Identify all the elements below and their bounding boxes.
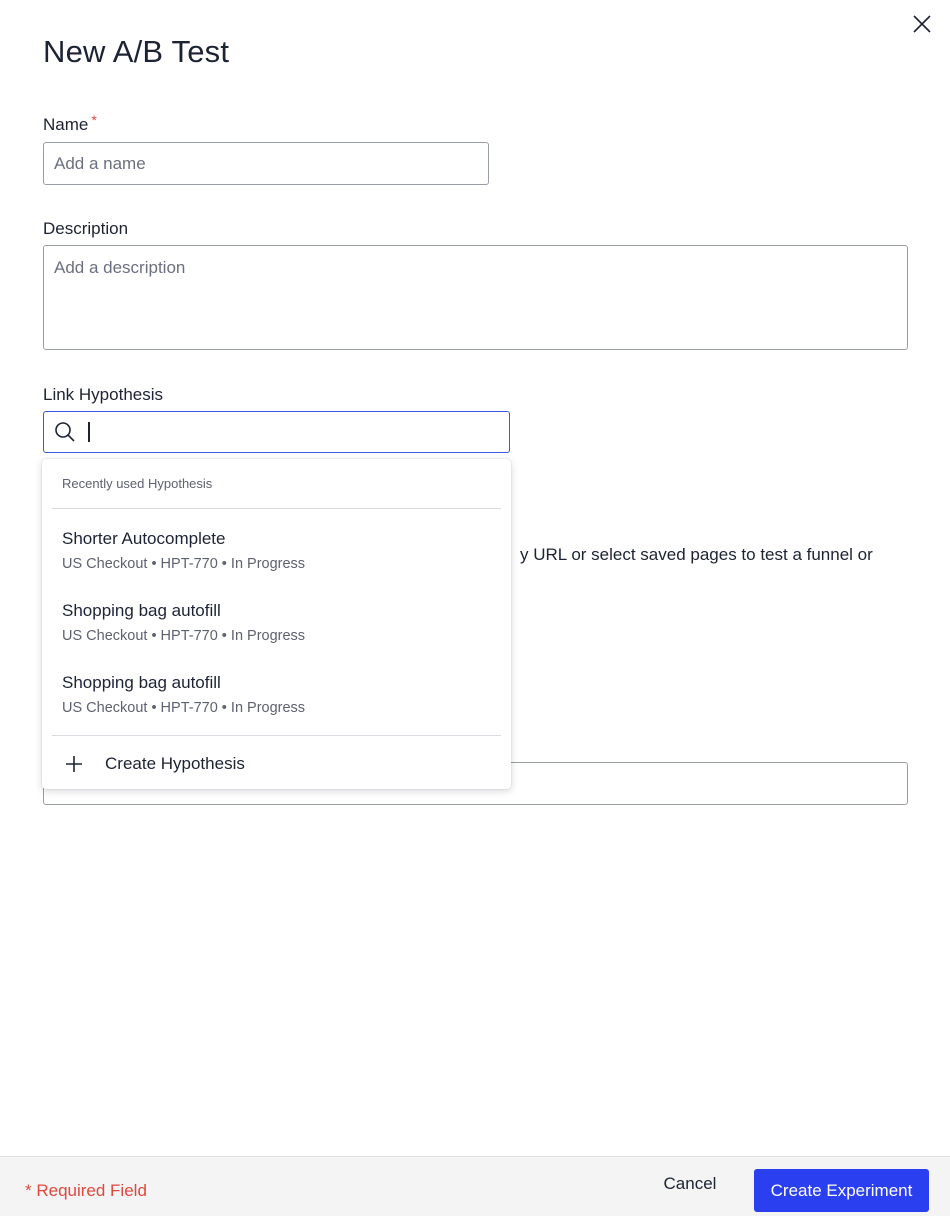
hypothesis-option-title: Shopping bag autofill bbox=[62, 673, 221, 692]
dropdown-divider bbox=[52, 735, 501, 736]
create-experiment-button[interactable]: Create Experiment bbox=[754, 1169, 929, 1212]
hypothesis-option-meta: US Checkout • HPT-770 • In Progress bbox=[62, 556, 306, 572]
dialog-footer bbox=[0, 1156, 950, 1216]
name-label-text: Name bbox=[43, 115, 89, 134]
close-icon bbox=[912, 14, 932, 34]
hypothesis-search[interactable] bbox=[43, 411, 510, 453]
dialog-title: New A/B Test bbox=[43, 34, 230, 69]
plus-icon bbox=[64, 754, 84, 774]
hypothesis-option[interactable] bbox=[42, 519, 511, 585]
required-field-note: * Required Field bbox=[25, 1181, 147, 1200]
hypothesis-option[interactable] bbox=[42, 663, 511, 729]
hypothesis-option-meta: US Checkout • HPT-770 • In Progress bbox=[62, 628, 306, 644]
close-button[interactable] bbox=[908, 10, 936, 38]
page-urls-description: y URL or select saved pages to test a funnel or bbox=[520, 545, 873, 564]
text-cursor bbox=[88, 422, 90, 442]
required-mark: * bbox=[91, 112, 97, 128]
hypothesis-option-title: Shorter Autocomplete bbox=[62, 529, 226, 548]
name-input[interactable] bbox=[43, 142, 489, 185]
hypothesis-label: Link Hypothesis bbox=[43, 385, 164, 404]
cancel-button[interactable]: Cancel bbox=[652, 1171, 728, 1197]
create-hypothesis-label: Create Hypothesis bbox=[105, 754, 245, 773]
dropdown-divider bbox=[52, 508, 501, 509]
hypothesis-search-input[interactable] bbox=[92, 412, 502, 450]
hypothesis-option-title: Shopping bag autofill bbox=[62, 601, 221, 620]
hypothesis-option-meta: US Checkout • HPT-770 • In Progress bbox=[62, 700, 306, 716]
dropdown-header: Recently used Hypothesis bbox=[62, 476, 213, 491]
description-textarea[interactable] bbox=[43, 245, 908, 350]
search-icon bbox=[54, 421, 76, 443]
hypothesis-option[interactable] bbox=[42, 591, 511, 657]
hypothesis-dropdown bbox=[42, 459, 511, 789]
create-hypothesis-button[interactable] bbox=[42, 742, 511, 786]
name-label bbox=[43, 112, 97, 135]
description-label: Description bbox=[43, 219, 129, 238]
